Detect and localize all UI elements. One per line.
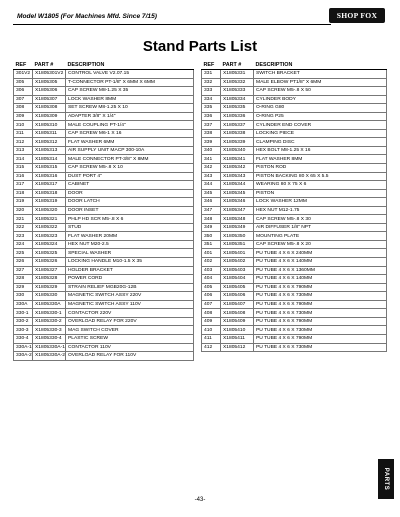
- description-cell: POWER CORD: [66, 275, 194, 284]
- ref-cell: 334: [202, 95, 221, 104]
- part-number-cell: X1805330-3: [33, 326, 66, 335]
- description-cell: HOLDER BRACKET: [66, 266, 194, 275]
- page-number: -43-: [194, 497, 206, 503]
- ref-cell: 323: [14, 232, 33, 241]
- ref-cell: 339: [202, 138, 221, 147]
- description-cell: LOCK WASHER 12MM: [254, 198, 387, 207]
- ref-cell: 320: [14, 206, 33, 215]
- description-cell: T-CONNECTOR PT-1/8" X 6MM X 6MM: [66, 78, 194, 87]
- description-cell: FLAT WASHER 8MM: [254, 155, 387, 164]
- ref-cell: 330A-2: [14, 352, 33, 361]
- description-cell: PU TUBE 4 X 6 X 730MM: [254, 309, 387, 318]
- ref-cell: 305: [14, 78, 33, 87]
- description-cell: MOUNTING PLATE: [254, 232, 387, 241]
- description-cell: STUD: [66, 223, 194, 232]
- part-number-cell: X1805325: [33, 249, 66, 258]
- part-number-cell: X1805408: [221, 309, 254, 318]
- table-row: [202, 249, 387, 258]
- description-cell: HEX BOLT M8-1.25 X 16: [254, 146, 387, 155]
- ref-cell: 401: [202, 249, 221, 258]
- table-row: [202, 300, 387, 309]
- description-cell: MAG SWITCH COVER: [66, 326, 194, 335]
- table-row: [14, 172, 194, 181]
- table-row: [14, 95, 194, 104]
- part-number-cell: X1805329: [33, 283, 66, 292]
- table-row: [202, 95, 387, 104]
- ref-cell: 348: [202, 215, 221, 224]
- part-header: PART #: [221, 61, 254, 70]
- description-cell: PU TUBE 4 X 6 X 140MM: [254, 275, 387, 284]
- part-number-cell: X1805337: [221, 121, 254, 130]
- part-number-cell: X1805308: [33, 104, 66, 113]
- ref-cell: 405: [202, 283, 221, 292]
- ref-cell: 346: [202, 198, 221, 207]
- description-cell: DOOR INSET: [66, 206, 194, 215]
- table-row: [202, 240, 387, 249]
- description-cell: PU TUBE 4 X 6 X 790MM: [254, 300, 387, 309]
- description-header: DESCRIPTION: [254, 61, 387, 70]
- ref-cell: 338: [202, 129, 221, 138]
- ref-cell: 345: [202, 189, 221, 198]
- table-row: [14, 223, 194, 232]
- description-cell: PU TUBE 4 X 6 X 730MM: [254, 343, 387, 352]
- table-row: [14, 275, 194, 284]
- ref-cell: 340: [202, 146, 221, 155]
- part-number-cell: X1805332: [221, 78, 254, 87]
- table-row: [202, 326, 387, 335]
- parts-tab-label: PARTS: [383, 467, 390, 491]
- table-row: [14, 70, 194, 79]
- ref-cell: 325: [14, 249, 33, 258]
- description-cell: WEARING 80 X 75 X 6: [254, 181, 387, 190]
- part-number-cell: X1805341: [221, 155, 254, 164]
- ref-cell: 301V2: [14, 70, 33, 79]
- page-title: Stand Parts List: [142, 38, 258, 55]
- ref-cell: 314: [14, 155, 33, 164]
- ref-cell: 333: [202, 87, 221, 96]
- description-cell: DOOR: [66, 189, 194, 198]
- part-number-cell: X1805410: [221, 326, 254, 335]
- ref-cell: 315: [14, 164, 33, 173]
- description-cell: HEX NUT M12-1.75: [254, 206, 387, 215]
- ref-cell: 330A-1: [14, 343, 33, 352]
- part-number-cell: X1805310: [33, 121, 66, 130]
- description-cell: SET SCREW M8-1.25 X 10: [66, 104, 194, 113]
- part-number-cell: X1805330A: [33, 300, 66, 309]
- ref-cell: 335: [202, 104, 221, 113]
- ref-cell: 336: [202, 112, 221, 121]
- table-row: [14, 164, 194, 173]
- table-row: [14, 309, 194, 318]
- ref-cell: 351: [202, 240, 221, 249]
- description-cell: CAP SCREW M5-.8 X 30: [254, 215, 387, 224]
- table-row: [202, 223, 387, 232]
- description-cell: PU TUBE 4 X 6 X 240MM: [254, 249, 387, 258]
- parts-table-left: [13, 61, 194, 361]
- description-cell: MALE CONNECTOR PT-3/8" X 8MM: [66, 155, 194, 164]
- table-row: [202, 343, 387, 352]
- table-row: [14, 317, 194, 326]
- description-cell: CONTACTOR 220V: [66, 309, 194, 318]
- table-row: [202, 78, 387, 87]
- part-number-cell: X1805336: [221, 112, 254, 121]
- table-row: [202, 87, 387, 96]
- part-number-cell: X1805313: [33, 146, 66, 155]
- part-number-cell: X1805330-4: [33, 334, 66, 343]
- description-cell: SWITCH BRACKET: [254, 70, 387, 79]
- table-row: [202, 309, 387, 318]
- ref-cell: 316: [14, 172, 33, 181]
- part-number-cell: X1805315: [33, 164, 66, 173]
- part-number-cell: X1805330: [33, 292, 66, 301]
- description-cell: CAP SCREW M8-1.25 X 35: [66, 87, 194, 96]
- description-cell: SPECIAL WASHER: [66, 249, 194, 258]
- description-cell: LOCKING HANDLE M10-1.5 X 35: [66, 258, 194, 267]
- part-number-cell: X1805314: [33, 155, 66, 164]
- description-cell: PLASTIC SCREW: [66, 334, 194, 343]
- part-number-cell: X1805346: [221, 198, 254, 207]
- description-cell: AIR DIFFUSER 1/8" NPT: [254, 223, 387, 232]
- part-number-cell: X1805349: [221, 223, 254, 232]
- ref-cell: 306: [14, 87, 33, 96]
- part-header: PART #: [33, 61, 66, 70]
- part-number-cell: X1805339: [221, 138, 254, 147]
- part-number-cell: X1805411: [221, 334, 254, 343]
- part-number-cell: X1805348: [221, 215, 254, 224]
- table-header-row: [202, 61, 387, 70]
- ref-cell: 412: [202, 343, 221, 352]
- table-row: [202, 164, 387, 173]
- part-number-cell: X1805407: [221, 300, 254, 309]
- table-row: [14, 146, 194, 155]
- table-row: [14, 232, 194, 241]
- table-row: [202, 292, 387, 301]
- ref-cell: 406: [202, 292, 221, 301]
- part-number-cell: X1805321: [33, 215, 66, 224]
- part-number-cell: X1805305: [33, 78, 66, 87]
- ref-cell: 328: [14, 275, 33, 284]
- ref-cell: 337: [202, 121, 221, 130]
- description-cell: OVERLOAD RELAY FOR 220V: [66, 317, 194, 326]
- part-number-cell: X1805316: [33, 172, 66, 181]
- table-row: [14, 181, 194, 190]
- part-number-cell: X1805330A-2: [33, 352, 66, 361]
- table-row: [14, 121, 194, 130]
- description-cell: CLAMPING DISC: [254, 138, 387, 147]
- ref-cell: 349: [202, 223, 221, 232]
- table-row: [14, 215, 194, 224]
- description-cell: LOCK WASHER 8MM: [66, 95, 194, 104]
- description-cell: STRAIN RELIEF MGB20G-12B: [66, 283, 194, 292]
- ref-cell: 330-2: [14, 317, 33, 326]
- description-cell: CONTROL VALVE V2.07.15: [66, 70, 194, 79]
- part-number-cell: X1805343: [221, 172, 254, 181]
- part-number-cell: X1805342: [221, 164, 254, 173]
- ref-cell: 331: [202, 70, 221, 79]
- description-cell: PU TUBE 4 X 6 X 140MM: [254, 258, 387, 267]
- table-row: [202, 104, 387, 113]
- table-row: [202, 198, 387, 207]
- part-number-cell: X1805338: [221, 129, 254, 138]
- ref-cell: 327: [14, 266, 33, 275]
- table-row: [202, 283, 387, 292]
- table-row: [202, 206, 387, 215]
- part-number-cell: X1805320: [33, 206, 66, 215]
- ref-cell: 312: [14, 138, 33, 147]
- ref-cell: 317: [14, 181, 33, 190]
- table-row: [14, 326, 194, 335]
- table-row: [14, 87, 194, 96]
- description-cell: CONTACTOR 110V: [66, 343, 194, 352]
- ref-cell: 332: [202, 78, 221, 87]
- ref-header: REF: [14, 61, 33, 70]
- ref-cell: 330A: [14, 300, 33, 309]
- table-row: [14, 198, 194, 207]
- part-number-cell: X1805405: [221, 283, 254, 292]
- ref-cell: 350: [202, 232, 221, 241]
- part-number-cell: X1805330-2: [33, 317, 66, 326]
- header-rule: [13, 24, 331, 25]
- table-row: [202, 215, 387, 224]
- table-row: [14, 104, 194, 113]
- table-row: [14, 249, 194, 258]
- description-cell: MALE ELBOW PT1/8" X 6MM: [254, 78, 387, 87]
- table-row: [202, 155, 387, 164]
- table-row: [202, 275, 387, 284]
- description-cell: CAP SCREW M5-.8 X 20: [254, 240, 387, 249]
- part-number-cell: X1805350: [221, 232, 254, 241]
- part-number-cell: X1805403: [221, 266, 254, 275]
- ref-cell: 403: [202, 266, 221, 275]
- part-number-cell: X1805402: [221, 258, 254, 267]
- part-number-cell: X1805333: [221, 87, 254, 96]
- ref-cell: 321: [14, 215, 33, 224]
- ref-cell: 307: [14, 95, 33, 104]
- description-cell: MAGNETIC SWITCH ASSY 220V: [66, 292, 194, 301]
- ref-cell: 329: [14, 283, 33, 292]
- part-number-cell: X1805412: [221, 343, 254, 352]
- table-row: [14, 300, 194, 309]
- ref-cell: 408: [202, 309, 221, 318]
- parts-table-left-body: [14, 70, 194, 361]
- part-number-cell: X1805409: [221, 317, 254, 326]
- ref-cell: 322: [14, 223, 33, 232]
- ref-cell: 309: [14, 112, 33, 121]
- part-number-cell: X1805326: [33, 258, 66, 267]
- part-number-cell: X1805301V2: [33, 70, 66, 79]
- description-header: DESCRIPTION: [66, 61, 194, 70]
- table-row: [202, 266, 387, 275]
- part-number-cell: X1805317: [33, 181, 66, 190]
- part-number-cell: X1805312: [33, 138, 66, 147]
- ref-cell: 326: [14, 258, 33, 267]
- ref-cell: 308: [14, 104, 33, 113]
- description-cell: PU TUBE 4 X 6 X 790MM: [254, 317, 387, 326]
- table-row: [202, 317, 387, 326]
- description-cell: ADAPTER 3/8" X 1/4": [66, 112, 194, 121]
- part-number-cell: X1805340: [221, 146, 254, 155]
- ref-cell: 347: [202, 206, 221, 215]
- table-row: [14, 129, 194, 138]
- description-cell: PISTON ROD: [254, 164, 387, 173]
- table-row: [202, 129, 387, 138]
- table-row: [14, 189, 194, 198]
- description-cell: PISTON: [254, 189, 387, 198]
- table-row: [202, 121, 387, 130]
- part-number-cell: X1805309: [33, 112, 66, 121]
- part-number-cell: X1805328: [33, 275, 66, 284]
- description-cell: CAP SCREW M5-.8 X 10: [66, 164, 194, 173]
- table-row: [202, 334, 387, 343]
- part-number-cell: X1805334: [221, 95, 254, 104]
- table-row: [14, 206, 194, 215]
- description-cell: PU TUBE 4 X 6 X 1360MM: [254, 266, 387, 275]
- ref-cell: 407: [202, 300, 221, 309]
- table-row: [202, 172, 387, 181]
- description-cell: HEX NUT M20-2.5: [66, 240, 194, 249]
- description-cell: DUST PORT 4": [66, 172, 194, 181]
- description-cell: PU TUBE 4 X 6 X 730MM: [254, 292, 387, 301]
- description-cell: DOOR LATCH: [66, 198, 194, 207]
- ref-cell: 313: [14, 146, 33, 155]
- part-number-cell: X1805345: [221, 189, 254, 198]
- part-number-cell: X1805324: [33, 240, 66, 249]
- part-number-cell: X1805330A-1: [33, 343, 66, 352]
- table-row: [14, 352, 194, 361]
- ref-cell: 411: [202, 334, 221, 343]
- description-cell: OVERLOAD RELAY FOR 110V: [66, 352, 194, 361]
- table-row: [202, 70, 387, 79]
- table-row: [14, 138, 194, 147]
- description-cell: LOCKING PIECE: [254, 129, 387, 138]
- table-row: [14, 283, 194, 292]
- parts-section-tab: [378, 459, 394, 499]
- ref-cell: 330: [14, 292, 33, 301]
- description-cell: AIR SUPPLY UNIT MACP 300-10A: [66, 146, 194, 155]
- model-label: Model W1805 (For Machines Mfd. Since 7/15): [17, 13, 157, 20]
- ref-cell: 319: [14, 198, 33, 207]
- ref-cell: 324: [14, 240, 33, 249]
- description-cell: PHLP HD SCR M5-.8 X 6: [66, 215, 194, 224]
- description-cell: CAP SCREW M6-1 X 16: [66, 129, 194, 138]
- description-cell: CYLINDER END COVER: [254, 121, 387, 130]
- part-number-cell: X1805404: [221, 275, 254, 284]
- part-number-cell: X1805335: [221, 104, 254, 113]
- table-row: [202, 232, 387, 241]
- description-cell: CABINET: [66, 181, 194, 190]
- description-cell: FLAT WASHER 20MM: [66, 232, 194, 241]
- table-row: [14, 155, 194, 164]
- shop-fox-logo: SHOP FOX: [329, 8, 385, 23]
- table-header-row: [14, 61, 194, 70]
- part-number-cell: X1805323: [33, 232, 66, 241]
- description-cell: PU TUBE 4 X 6 X 730MM: [254, 326, 387, 335]
- table-row: [202, 258, 387, 267]
- table-row: [202, 189, 387, 198]
- table-row: [202, 138, 387, 147]
- ref-cell: 310: [14, 121, 33, 130]
- ref-cell: 330-3: [14, 326, 33, 335]
- table-row: [14, 78, 194, 87]
- table-row: [202, 146, 387, 155]
- part-number-cell: X1805331: [221, 70, 254, 79]
- part-number-cell: X1805306: [33, 87, 66, 96]
- description-cell: O-RING P25: [254, 112, 387, 121]
- description-cell: MAGNETIC SWITCH ASSY 110V: [66, 300, 194, 309]
- part-number-cell: X1805322: [33, 223, 66, 232]
- part-number-cell: X1805307: [33, 95, 66, 104]
- table-row: [14, 343, 194, 352]
- table-row: [202, 112, 387, 121]
- ref-cell: 330-1: [14, 309, 33, 318]
- part-number-cell: X1805311: [33, 129, 66, 138]
- table-row: [202, 181, 387, 190]
- part-number-cell: X1805401: [221, 249, 254, 258]
- part-number-cell: X1805344: [221, 181, 254, 190]
- table-row: [14, 112, 194, 121]
- description-cell: FLAT WASHER 6MM: [66, 138, 194, 147]
- parts-table-right-body: [202, 70, 387, 352]
- ref-cell: 330-4: [14, 334, 33, 343]
- table-row: [14, 334, 194, 343]
- ref-cell: 318: [14, 189, 33, 198]
- ref-cell: 342: [202, 164, 221, 173]
- table-row: [14, 240, 194, 249]
- part-number-cell: X1805319: [33, 198, 66, 207]
- ref-cell: 409: [202, 317, 221, 326]
- table-row: [14, 258, 194, 267]
- description-cell: O-RING G80: [254, 104, 387, 113]
- part-number-cell: X1805327: [33, 266, 66, 275]
- part-number-cell: X1805351: [221, 240, 254, 249]
- ref-cell: 344: [202, 181, 221, 190]
- part-number-cell: X1805318: [33, 189, 66, 198]
- parts-table-right: [201, 61, 387, 352]
- description-cell: CYLINDER BODY: [254, 95, 387, 104]
- ref-cell: 341: [202, 155, 221, 164]
- ref-header: REF: [202, 61, 221, 70]
- part-number-cell: X1805330-1: [33, 309, 66, 318]
- ref-cell: 404: [202, 275, 221, 284]
- description-cell: PISTON BACKING 80 X 65 X 5.5: [254, 172, 387, 181]
- description-cell: MALE COUPLING PT-1/4": [66, 121, 194, 130]
- ref-cell: 343: [202, 172, 221, 181]
- description-cell: CAP SCREW M5-.8 X 50: [254, 87, 387, 96]
- ref-cell: 311: [14, 129, 33, 138]
- description-cell: PU TUBE 4 X 6 X 790MM: [254, 334, 387, 343]
- description-cell: PU TUBE 4 X 6 X 790MM: [254, 283, 387, 292]
- part-number-cell: X1805406: [221, 292, 254, 301]
- table-row: [14, 292, 194, 301]
- part-number-cell: X1805347: [221, 206, 254, 215]
- ref-cell: 410: [202, 326, 221, 335]
- ref-cell: 402: [202, 258, 221, 267]
- table-row: [14, 266, 194, 275]
